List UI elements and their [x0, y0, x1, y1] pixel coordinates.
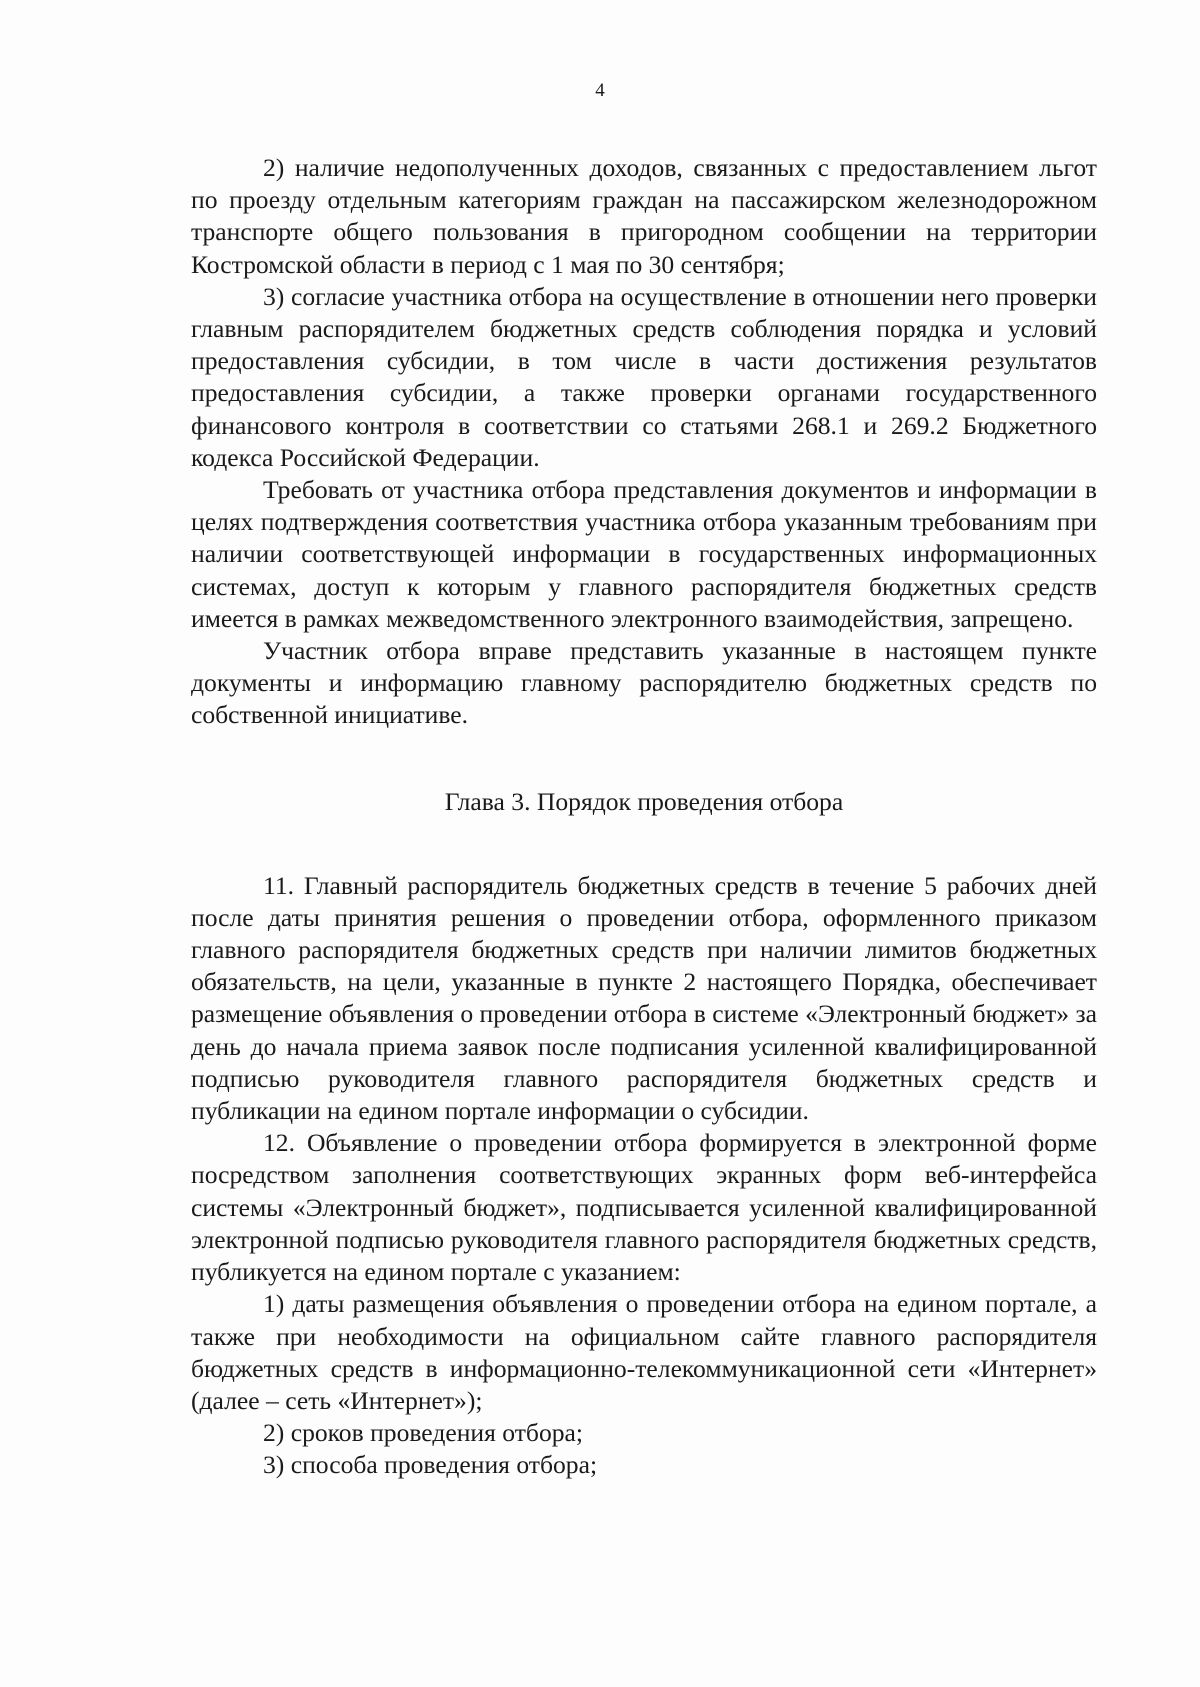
paragraph-item-2: 2) наличие недополученных доходов, связанных с предоставлением льгот по проезду отдельным категориям граждан на пассажирском железнодорожном транспорте общего пользования в пригородном сообщении на территории Костромской области в период с 1 мая по 30 сентября; [191, 153, 1097, 279]
chapter-heading: Глава 3. Порядок проведения отбора [444, 786, 844, 816]
paragraph-clause-12: 12. Объявление о проведении отбора формируется в электронной форме посредством заполнения соответствующих экранных форм веб-интерфейса системы «Электронный бюджет», подписывается усиленной квалифицированной электронной подписью руководителя главного распорядителя бюджетных средств, публикуется на едином портале с указанием: [191, 1128, 1097, 1287]
document-body [191, 152, 1097, 1482]
paragraph-participant-right: Участник отбора вправе представить указанные в настоящем пункте документы и информацию главному распорядителю бюджетных средств по собственной инициативе. [191, 636, 1097, 730]
paragraph-item-3: 3) согласие участника отбора на осуществление в отношении него проверки главным распорядителем бюджетных средств соблюдения порядка и условий предоставления субсидии, в том числе в части достижения результатов предоставления субсидии, а также проверки органами государственного финансового контроля в соответствии со статьями 268.1 и 269.2 Бюджетного кодекса Российской Федерации. [191, 281, 1097, 472]
paragraph-documents-requirement: Требовать от участника отбора представления документов и информации в целях подтверждения соответствия участника отбора указанным требованиям при наличии соответствующей информации в государственных информационных системах, доступ к которым у главного распорядителя бюджетных средств имеется в рамках межведомственного электронного взаимодействия, запрещено. [191, 475, 1097, 633]
paragraph-subitem-2: 2) сроков проведения отбора; [263, 1418, 584, 1448]
paragraph-subitem-3: 3) способа проведения отбора; [263, 1450, 598, 1480]
paragraph-subitem-1: 1) даты размещения объявления о проведении отбора на едином портале, а также при необходимости на официальном сайте главного распорядителя бюджетных средств в информационно-телекоммуникационной сети «Интернет» (далее – сеть «Интернет»); [191, 1289, 1097, 1415]
page-number: 4 [595, 80, 605, 101]
paragraph-clause-11: 11. Главный распорядитель бюджетных средств в течение 5 рабочих дней после даты принятия решения о проведении отбора, оформленного приказом главного распорядителя бюджетных средств при наличии лимитов бюджетных обязательств, на цели, указанные в пункте 2 настоящего Порядка, обеспечивает размещение объявления о проведении отбора в системе «Электронный бюджет» за день до начала приема заявок после подписания усиленной квалифицированной подписью руководителя главного распорядителя бюджетных средств и публикации на едином портале информации о субсидии. [191, 870, 1097, 1126]
